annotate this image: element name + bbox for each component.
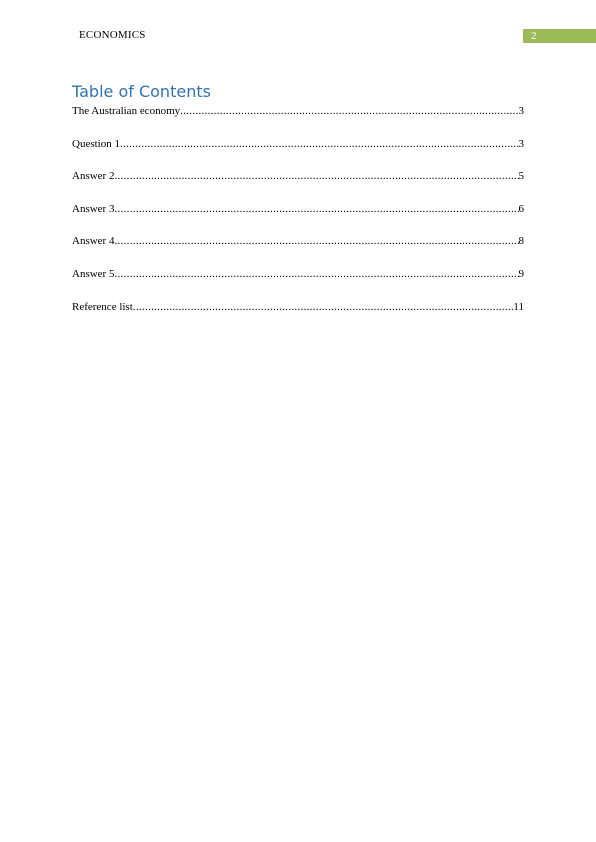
toc-entry-label: Reference list xyxy=(72,300,133,313)
toc-entry-page: 3 xyxy=(518,105,524,117)
toc-entry-page: 11 xyxy=(513,300,524,313)
toc-entry-label: Answer 5 xyxy=(72,267,115,280)
toc-entry-label: Answer 4 xyxy=(72,235,115,248)
toc-list xyxy=(72,104,524,332)
toc-entry-label: Answer 3 xyxy=(72,202,115,215)
toc-entry[interactable] xyxy=(72,202,524,216)
toc-entry-page: 9 xyxy=(518,267,524,280)
toc-dot-leader xyxy=(114,202,518,216)
toc-heading: Table of Contents xyxy=(72,82,211,101)
page-number-badge xyxy=(523,29,596,43)
toc-entry[interactable] xyxy=(72,300,524,314)
toc-dot-leader xyxy=(180,104,518,118)
toc-entry[interactable] xyxy=(72,234,524,248)
toc-entry-page: 3 xyxy=(518,137,524,150)
toc-entry[interactable] xyxy=(72,137,524,151)
toc-dot-leader xyxy=(120,137,519,151)
toc-dot-leader xyxy=(114,267,518,281)
toc-entry-label: Question 1 xyxy=(72,137,120,150)
toc-dot-leader xyxy=(114,169,518,183)
toc-dot-leader xyxy=(114,234,518,248)
toc-entry-label: The Australian economy xyxy=(72,105,181,117)
header-title: ECONOMICS xyxy=(79,29,146,41)
toc-entry[interactable] xyxy=(72,104,524,118)
toc-entry-page: 6 xyxy=(518,202,524,215)
page-number: 2 xyxy=(531,30,537,42)
toc-entry-page: 8 xyxy=(518,235,524,248)
toc-dot-leader xyxy=(133,300,514,314)
toc-entry-page: 5 xyxy=(518,170,524,183)
toc-entry[interactable] xyxy=(72,169,524,183)
toc-entry-label: Answer 2 xyxy=(72,170,115,183)
page-header xyxy=(0,28,596,44)
toc-entry[interactable] xyxy=(72,267,524,281)
